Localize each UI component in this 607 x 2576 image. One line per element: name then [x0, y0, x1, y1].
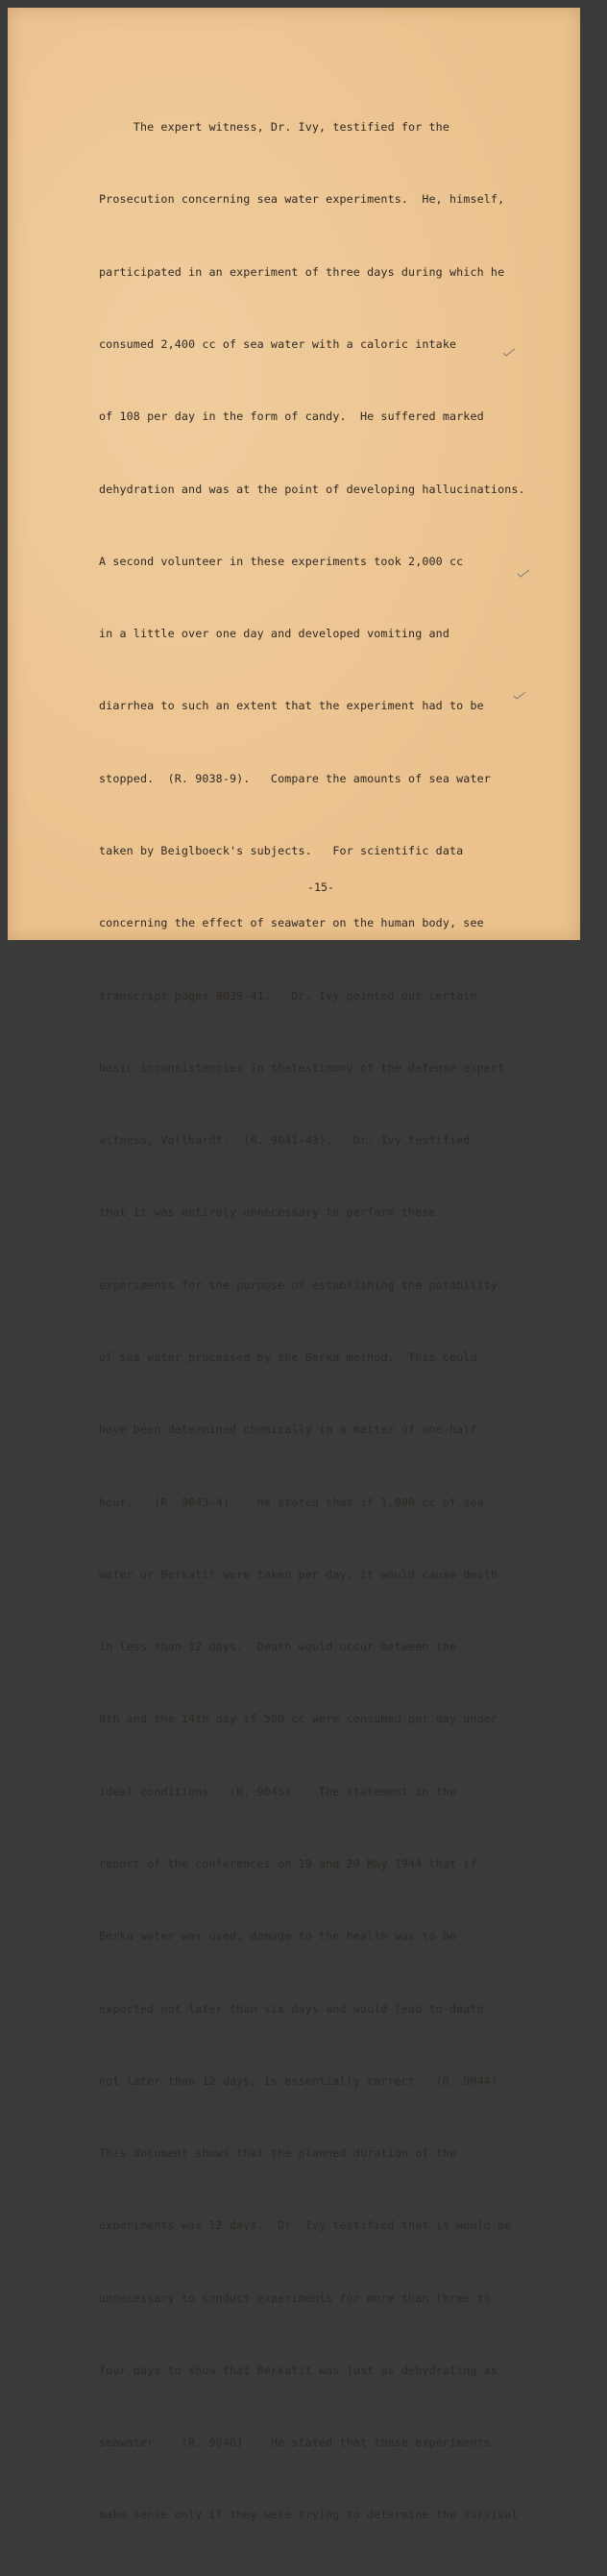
text-line: four days to show that Berkatit was just as dehydrating as — [99, 2363, 498, 2377]
text-line: This document shows that the planned duration of the — [99, 2146, 457, 2161]
text-line: water or Berkatit were taken per day, it would cause death — [99, 1567, 498, 1581]
text-line: ideal conditions. (R. 9045). The statement in the — [99, 1784, 457, 1798]
text-line: basic inconsistencies in thetestimony of the defense expert — [99, 1060, 505, 1075]
document-page — [8, 8, 580, 2522]
text-line: Prosecution concerning sea water experiments. He, himself, — [99, 192, 505, 207]
text-line: experiments for the purpose of establishing the potability — [99, 1277, 498, 1292]
text-line: witness, Vollhardt. (R. 9041-43). Dr. Ivy testified — [99, 1133, 471, 1148]
text-line: hour. (R. 9043-4). He stated that if 1,000 cc of sea — [99, 1495, 484, 1509]
text-line: have been determined chemically in a matter of one-half — [99, 1423, 477, 1437]
text-line: transcript pages 9039-41. Dr. Ivy pointed out certain — [99, 988, 477, 1003]
check-icon — [517, 569, 530, 579]
text-line: of sea water processed by the Berka method. This could — [99, 1350, 477, 1364]
text-line: report of the conferences on 19 and 20 May 1944 that if — [99, 1856, 477, 1870]
text-line: diarrhea to such an extent that the experiment had to be — [99, 699, 484, 713]
text-line: experiments was 12 days. Dr. Ivy testified that it would be — [99, 2218, 512, 2233]
text-line: in less than 12 days. Death would occur between the — [99, 1640, 457, 1654]
text-line: participated in an experiment of three days during which he — [99, 264, 505, 279]
text-line: make sense only if they were trying to determine the survival — [99, 2508, 519, 2522]
text-line: 8th and the 14th day if 500 cc were consumed per day under — [99, 1712, 498, 1726]
text-line: expected not later than six days and would lead to death — [99, 2001, 484, 2016]
text-line: The expert witness, Dr. Ivy, testified for the — [99, 120, 449, 135]
text-line: stopped. (R. 9038-9). Compare the amounts of sea water — [99, 771, 491, 785]
text-line: concerning the effect of seawater on the human body, see — [99, 916, 484, 930]
text-line: consumed 2,400 cc of sea water with a caloric intake — [99, 337, 457, 352]
text-line: unnecessary to conduct experiments for more than three to — [99, 2291, 491, 2305]
text-line: taken by Beiglboeck's subjects. For scientific data — [99, 844, 464, 857]
text-line: dehydration and was at the point of developing hallucinations. — [99, 482, 525, 496]
check-icon — [502, 348, 516, 358]
page-number: -15- — [306, 880, 335, 894]
check-icon — [513, 691, 526, 701]
text-line: in a little over one day and developed vomiting and — [99, 627, 449, 641]
text-line: not later than 12 days, is essentially correct. (R. 9044). — [99, 2073, 505, 2088]
text-line: A second volunteer in these experiments took 2,000 cc — [99, 554, 464, 568]
typed-text-body — [99, 67, 550, 2576]
text-line: that it was entirely unnecessary to perform these — [99, 1205, 436, 1220]
text-line: of 108 per day in the form of candy. He suffered marked — [99, 409, 484, 424]
text-line: Berka water was used, damage to the health was to be — [99, 1929, 457, 1944]
text-line: seawater. (R. 9046). He stated that these experiments — [99, 2436, 491, 2450]
